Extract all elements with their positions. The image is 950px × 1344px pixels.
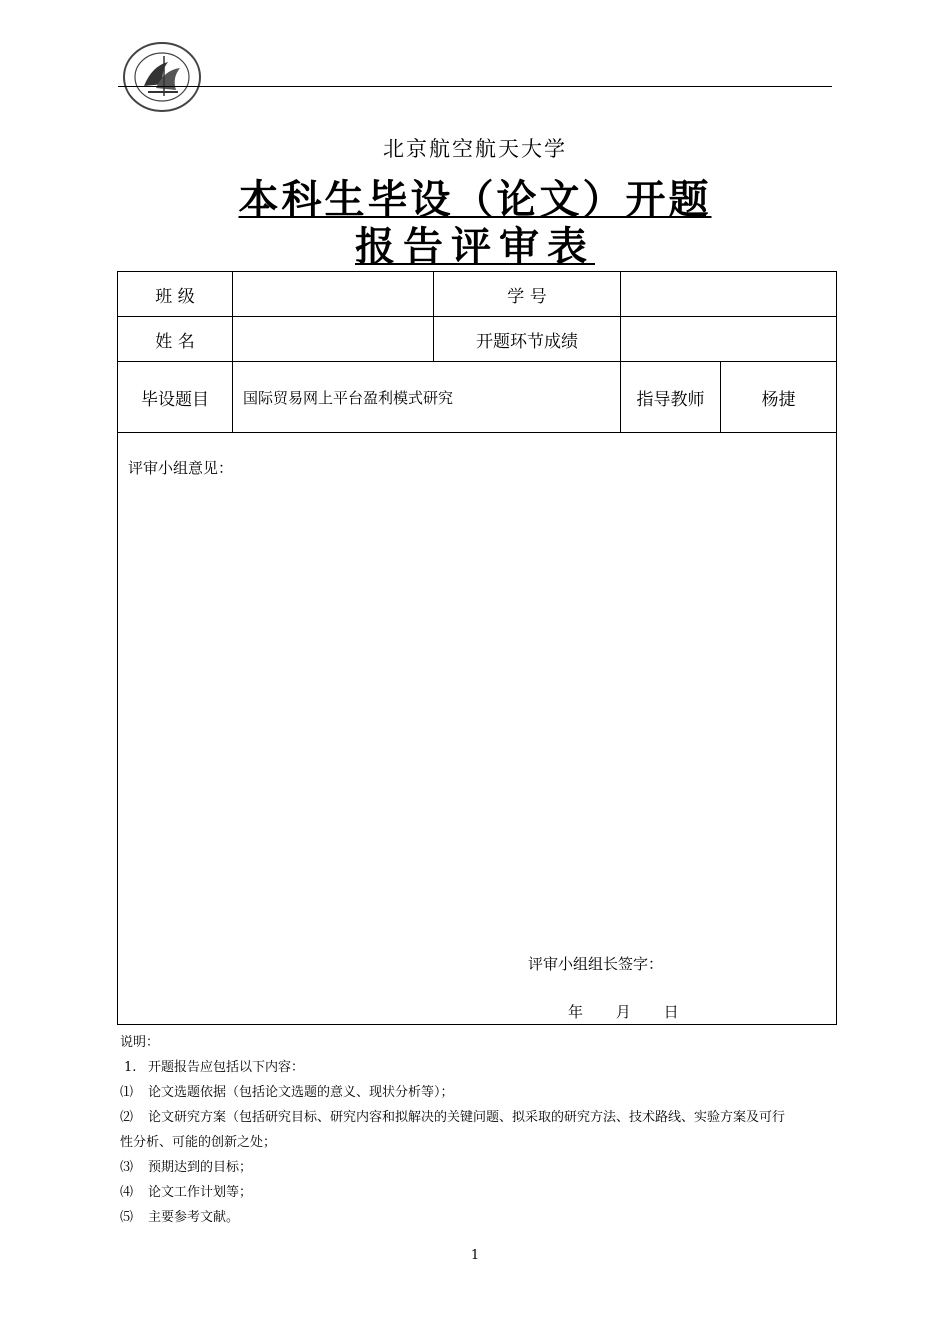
student-id-field[interactable] bbox=[621, 272, 837, 317]
name-field[interactable] bbox=[233, 317, 434, 362]
class-label: 班 级 bbox=[118, 272, 233, 317]
date-year-label: 年 bbox=[568, 1003, 584, 1021]
note-item: 1. 开题报告应包括以下内容： bbox=[124, 1060, 305, 1075]
university-seal-logo bbox=[120, 40, 204, 114]
note-item-continuation: 性分析、可能的创新之处； bbox=[120, 1135, 277, 1150]
review-form-table bbox=[117, 271, 837, 1025]
date-row bbox=[568, 1001, 707, 1022]
note-item: ⑶ 预期达到的目标； bbox=[120, 1160, 253, 1175]
form-title-line1: 本科生毕设（论文）开题 bbox=[238, 177, 712, 223]
note-item: ⑸ 主要参考文献。 bbox=[120, 1210, 240, 1225]
page-number: 1 bbox=[470, 1248, 480, 1263]
advisor-label: 指导教师 bbox=[621, 362, 721, 433]
note-item: ⑴ 论文选题依据（包括论文选题的意义、现状分析等）； bbox=[120, 1085, 454, 1100]
topic-label: 毕设题目 bbox=[118, 362, 233, 433]
header-rule bbox=[118, 86, 832, 87]
date-day-label: 日 bbox=[663, 1003, 679, 1021]
class-field[interactable] bbox=[233, 272, 434, 317]
form-title-line2: 报告评审表 bbox=[355, 224, 595, 270]
score-label: 开题环节成绩 bbox=[434, 317, 621, 362]
notes-section bbox=[120, 1030, 836, 1230]
note-item: ⑵ 论文研究方案（包括研究目标、研究内容和拟解决的关键问题、拟采取的研究方法、技术路线、实验方案及可行 bbox=[120, 1110, 786, 1125]
topic-field[interactable]: 国际贸易网上平台盈利模式研究 bbox=[233, 362, 621, 433]
student-id-label: 学 号 bbox=[434, 272, 621, 317]
university-name: 北京航空航天大学 bbox=[383, 137, 567, 161]
name-label: 姓 名 bbox=[118, 317, 233, 362]
score-field[interactable] bbox=[621, 317, 837, 362]
review-opinion-label: 评审小组意见： bbox=[128, 459, 234, 477]
notes-heading: 说明： bbox=[120, 1035, 160, 1050]
note-item: ⑷ 论文工作计划等； bbox=[120, 1185, 253, 1200]
review-opinion-cell[interactable] bbox=[118, 433, 837, 1025]
advisor-field[interactable]: 杨捷 bbox=[721, 362, 837, 433]
signature-label: 评审小组组长签字： bbox=[528, 955, 664, 973]
date-month-label: 月 bbox=[615, 1003, 631, 1021]
